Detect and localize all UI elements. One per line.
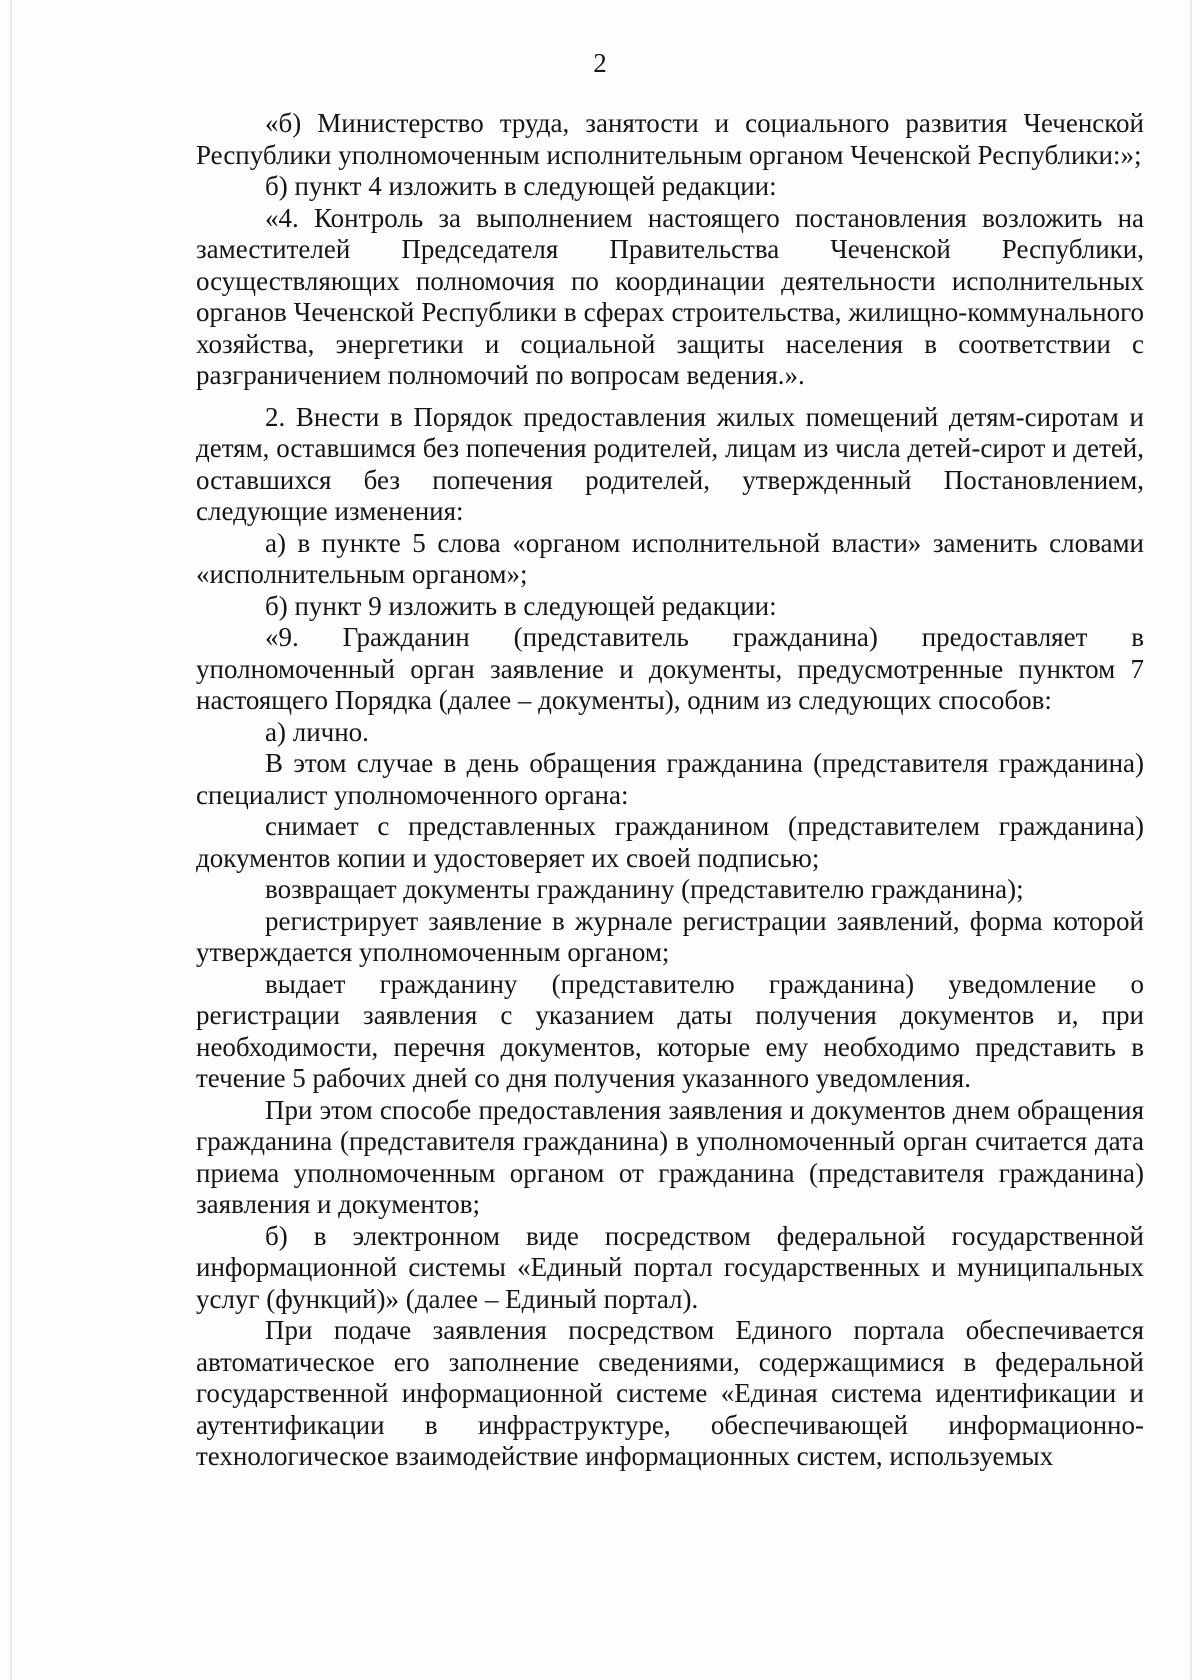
scan-edge-left (10, 0, 12, 1680)
paragraph: б) пункт 4 изложить в следующей редакции: (265, 171, 777, 201)
paragraph: снимает с представленных гражданином (представителем гражданина) документов копии и удостоверяет их своей подписью; (196, 811, 1144, 873)
paragraph: регистрирует заявление в журнале регистрации заявлений, форма которой утверждается уполномоченным органом; (196, 905, 1144, 967)
paragraph: При подаче заявления посредством Единого портала обеспечивается автоматическое его заполнение сведениями, содержащимися в федеральной государственной информационной системе «Единая система идентификации и аутентификации в инфраструктуре, обеспечивающей информационно-технологическое взаимодействие информационных систем, используемых (196, 1315, 1144, 1471)
paragraph: В этом случае в день обращения гражданина (представителя гражданина) специалист уполномоченного органа: (196, 748, 1144, 810)
paragraph: б) пункт 9 изложить в следующей редакции: (265, 590, 777, 621)
paragraph: а) в пункте 5 слова «органом исполнительной власти» заменить словами «исполнительным органом»; (196, 527, 1144, 589)
scan-edge-right (1190, 0, 1192, 1680)
paragraph: «б) Министерство труда, занятости и социального развития Чеченской Республики уполномоченным исполнительным органом Чеченской Республики:»; (196, 108, 1144, 170)
paragraph: 2. Внести в Порядок предоставления жилых помещений детям-сиротам и детям, оставшимся без попечения родителей, лицам из числа детей-сирот и детей, оставшихся без попечения родителей, утвержденный Постановлением, следующие изменения: (196, 401, 1144, 526)
paragraph: «4. Контроль за выполнением настоящего постановления возложить на заместителей Председателя Правительства Чеченской Республики, осуществляющих полномочия по координации деятельности исполнительных органов Чеченской Республики в сферах строительства, жилищно-коммунального хозяйства, энергетики и социальной защиты населения в соответствии с разграничением полномочий по вопросам ведения.». (196, 202, 1144, 390)
paragraph: возвращает документы гражданину (представителю гражданина); (265, 874, 1024, 904)
paragraph: выдает гражданину (представителю гражданина) уведомление о регистрации заявления с указанием даты получения документов и, при необходимости, перечня документов, которые ему необходимо представить в течение 5 рабочих дней со дня получения указанного уведомления. (196, 968, 1144, 1093)
paragraph: При этом способе предоставления заявления и документов днем обращения гражданина (представителя гражданина) в уполномоченный орган считается дата приема уполномоченным органом от гражданина (представителя гражданина) заявления и документов; (196, 1094, 1144, 1219)
document-body (196, 108, 1144, 1473)
paragraph: б) в электронном виде посредством федеральной государственной информационной системы «Единый портал государственных и муниципальных услуг (функций)» (далее – Единый портал). (196, 1220, 1144, 1314)
paragraph: «9. Гражданин (представитель гражданина) предоставляет в уполномоченный орган заявление и документы, предусмотренные пунктом 7 настоящего Порядка (далее – документы), одним из следующих способов: (196, 622, 1144, 715)
paragraph: а) лично. (265, 716, 369, 747)
page-number: 2 (593, 48, 607, 78)
